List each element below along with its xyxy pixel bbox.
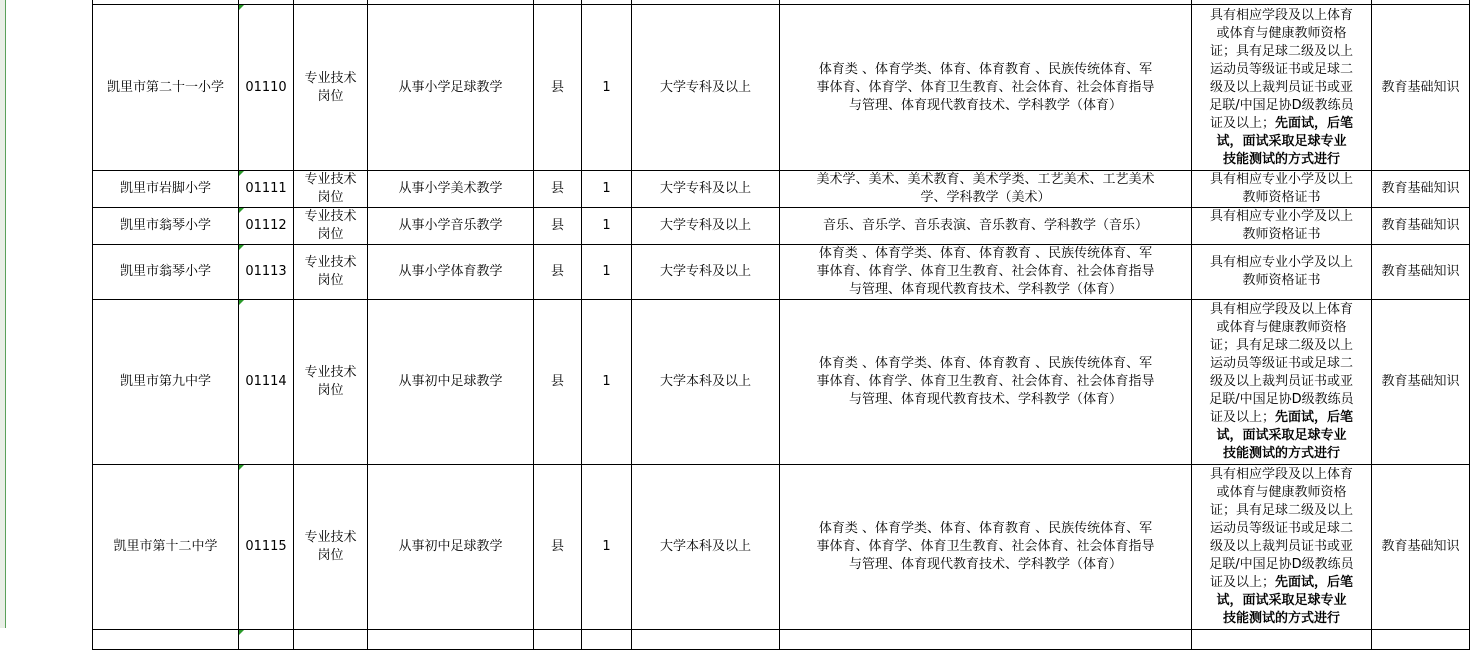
table-row — [93, 5, 1470, 171]
table-row-partial-bottom — [93, 630, 1470, 650]
code-cell[interactable] — [239, 245, 294, 300]
major-line: 与管理、体育现代教育技术、学科教学（体育） — [848, 282, 1122, 297]
post-type-cell[interactable] — [294, 300, 368, 465]
duty-text: 从事小学美术教学 — [398, 181, 503, 196]
requirement-line-bold: 技能测试的方式进行 — [1222, 446, 1340, 461]
post-type-cell[interactable] — [294, 171, 368, 208]
table-row — [93, 300, 1470, 465]
exam-text: 教育基础知识 — [1381, 79, 1460, 95]
requirement-cell[interactable] — [1192, 5, 1372, 171]
table-row — [93, 465, 1470, 630]
school-name: 凯里市第九中学 — [119, 374, 211, 389]
post-type-line: 岗位 — [317, 273, 344, 288]
requirement-line: 证；具有足球二级及以上 — [1209, 338, 1353, 353]
duty-text: 从事初中足球教学 — [398, 374, 503, 389]
post-type-cell[interactable] — [294, 245, 368, 300]
partial-cell[interactable] — [1192, 630, 1372, 650]
requirement-line: 级及以上裁判员证书或亚 — [1209, 374, 1353, 389]
exam-cell[interactable] — [1372, 208, 1470, 245]
exam-text: 教育基础知识 — [1381, 264, 1460, 279]
requirement-line: 足联/中国足协D级教练员 — [1209, 392, 1354, 407]
education-text: 大学本科及以上 — [659, 539, 751, 554]
requirement-line-mixed — [1194, 409, 1369, 427]
post-code: 01111 — [245, 181, 287, 196]
exam-text: 教育基础知识 — [1381, 374, 1460, 389]
requirement-line: 或体育与健康教师资格 — [1216, 25, 1347, 41]
requirement-text-bold: 先面试，后笔 — [1275, 410, 1354, 425]
requirement-line: 运动员等级证书或足球二 — [1209, 521, 1353, 536]
post-type-line: 专业技术 — [304, 70, 357, 86]
post-type-line: 专业技术 — [304, 530, 357, 545]
school-cell[interactable] — [93, 208, 239, 245]
post-type-line: 岗位 — [317, 548, 344, 563]
requirement-line: 级及以上裁判员证书或亚 — [1209, 539, 1353, 554]
partial-cell[interactable] — [294, 630, 368, 650]
major-line: 音乐、音乐学、音乐表演、音乐教育、学科教学（音乐） — [822, 218, 1148, 233]
major-line: 事体育、体育学、体育卫生教育、社会体育、社会体育指导 — [816, 374, 1155, 389]
education-cell[interactable] — [632, 465, 780, 630]
requirement-text-bold: 先面试，后笔 — [1275, 115, 1354, 131]
requirement-line: 教师资格证书 — [1242, 273, 1321, 288]
partial-cell[interactable] — [239, 630, 294, 650]
table-row — [93, 245, 1470, 300]
requirement-line: 具有相应专业小学及以上 — [1209, 255, 1353, 270]
level-cell[interactable] — [534, 300, 582, 465]
major-cell[interactable] — [780, 465, 1192, 630]
level-text: 县 — [550, 181, 564, 196]
requirement-line-mixed — [1194, 115, 1369, 133]
education-text: 大学专科及以上 — [659, 264, 751, 279]
level-cell[interactable] — [534, 5, 582, 171]
major-cell[interactable] — [780, 5, 1192, 171]
requirement-line-bold: 技能测试的方式进行 — [1222, 151, 1340, 167]
requirement-cell[interactable] — [1192, 300, 1372, 465]
count-cell[interactable] — [582, 208, 632, 245]
count-cell[interactable] — [582, 300, 632, 465]
education-cell[interactable] — [632, 5, 780, 171]
major-cell[interactable] — [780, 245, 1192, 300]
requirement-line: 教师资格证书 — [1242, 190, 1321, 205]
duty-cell[interactable] — [368, 300, 534, 465]
exam-cell[interactable] — [1372, 465, 1470, 630]
requirement-line: 具有相应专业小学及以上 — [1209, 172, 1353, 187]
duty-cell[interactable] — [368, 5, 534, 171]
count-cell[interactable] — [582, 5, 632, 171]
major-line: 体育类 、体育学类、体育、体育教育 、民族传统体育、军 — [818, 521, 1153, 536]
requirement-line: 证；具有足球二级及以上 — [1209, 43, 1353, 59]
education-cell[interactable] — [632, 300, 780, 465]
school-name: 凯里市第二十一小学 — [106, 79, 224, 95]
partial-cell[interactable] — [780, 630, 1192, 650]
duty-cell[interactable] — [368, 465, 534, 630]
level-text: 县 — [550, 264, 564, 279]
code-cell[interactable] — [239, 300, 294, 465]
exam-text: 教育基础知识 — [1381, 218, 1460, 233]
requirement-line-bold: 试，面试采取足球专业 — [1216, 133, 1347, 149]
code-cell[interactable] — [239, 5, 294, 171]
school-cell[interactable] — [93, 465, 239, 630]
requirement-line: 足联/中国足协D级教练员 — [1209, 97, 1354, 113]
education-text: 大学本科及以上 — [659, 374, 751, 389]
comment-marker-icon — [239, 300, 244, 305]
duty-cell[interactable] — [368, 208, 534, 245]
level-cell[interactable] — [534, 208, 582, 245]
count-text: 1 — [602, 264, 611, 279]
requirement-text: 证及以上； — [1209, 410, 1275, 425]
level-cell[interactable] — [534, 465, 582, 630]
requirement-line-bold: 试，面试采取足球专业 — [1216, 593, 1347, 608]
major-cell[interactable] — [780, 171, 1192, 208]
requirement-line: 具有相应学段及以上体育 — [1209, 467, 1353, 482]
school-name: 凯里市岩脚小学 — [119, 181, 211, 196]
comment-marker-icon — [239, 171, 244, 176]
requirement-line: 具有相应专业小学及以上 — [1209, 209, 1353, 224]
recruitment-table — [92, 0, 1470, 650]
recruitment-table-wrapper — [92, 0, 1470, 650]
post-type-line: 专业技术 — [304, 255, 357, 270]
requirement-cell[interactable] — [1192, 465, 1372, 630]
duty-text: 从事小学音乐教学 — [398, 218, 503, 233]
post-type-line: 岗位 — [317, 190, 344, 205]
requirement-cell[interactable] — [1192, 208, 1372, 245]
education-text: 大学专科及以上 — [659, 79, 751, 95]
partial-cell[interactable] — [1372, 630, 1470, 650]
table-row — [93, 208, 1470, 245]
count-text: 1 — [602, 539, 611, 554]
level-text: 县 — [550, 79, 564, 95]
post-type-line: 岗位 — [317, 383, 344, 398]
table-row — [93, 171, 1470, 208]
exam-cell[interactable] — [1372, 300, 1470, 465]
major-cell[interactable] — [780, 208, 1192, 245]
level-cell[interactable] — [534, 245, 582, 300]
partial-cell[interactable] — [368, 630, 534, 650]
partial-cell[interactable] — [534, 630, 582, 650]
requirement-line: 足联/中国足协D级教练员 — [1209, 557, 1354, 572]
requirement-line: 运动员等级证书或足球二 — [1209, 356, 1353, 371]
partial-cell[interactable] — [632, 630, 780, 650]
comment-marker-icon — [239, 245, 244, 250]
count-text: 1 — [602, 218, 611, 233]
major-line: 学、学科教学（美术） — [920, 190, 1051, 205]
comment-marker-icon — [239, 5, 244, 10]
count-text: 1 — [602, 181, 611, 196]
school-cell[interactable] — [93, 171, 239, 208]
post-code: 01110 — [245, 79, 287, 95]
code-cell[interactable] — [239, 465, 294, 630]
major-line: 与管理、体育现代教育技术、学科教学（体育） — [848, 97, 1122, 113]
requirement-line-bold: 技能测试的方式进行 — [1222, 611, 1340, 626]
post-type-cell[interactable] — [294, 5, 368, 171]
school-name: 凯里市翁琴小学 — [119, 218, 211, 233]
exam-text: 教育基础知识 — [1381, 181, 1460, 196]
education-cell[interactable] — [632, 245, 780, 300]
code-cell[interactable] — [239, 208, 294, 245]
major-line: 美术学、美术、美术教育、美术学类、工艺美术、工艺美术 — [816, 172, 1155, 187]
school-name: 凯里市翁琴小学 — [119, 264, 211, 279]
post-type-line: 岗位 — [317, 88, 344, 104]
exam-cell[interactable] — [1372, 245, 1470, 300]
requirement-line: 或体育与健康教师资格 — [1216, 320, 1347, 335]
count-text: 1 — [602, 374, 611, 389]
comment-marker-icon — [239, 465, 244, 470]
duty-text: 从事初中足球教学 — [398, 539, 503, 554]
sheet-row-header-border — [5, 0, 6, 628]
requirement-cell[interactable] — [1192, 245, 1372, 300]
requirement-text-bold: 先面试，后笔 — [1275, 575, 1354, 590]
duty-cell[interactable] — [368, 245, 534, 300]
level-cell[interactable] — [534, 171, 582, 208]
duty-cell[interactable] — [368, 171, 534, 208]
post-code: 01114 — [245, 374, 287, 389]
requirement-text: 证及以上； — [1209, 115, 1275, 131]
education-text: 大学专科及以上 — [659, 218, 751, 233]
school-name: 凯里市第十二中学 — [113, 539, 218, 554]
major-cell[interactable] — [780, 300, 1192, 465]
school-cell[interactable] — [93, 300, 239, 465]
education-cell[interactable] — [632, 208, 780, 245]
post-code: 01112 — [245, 218, 287, 233]
partial-cell[interactable] — [93, 630, 239, 650]
count-cell[interactable] — [582, 171, 632, 208]
post-type-line: 专业技术 — [304, 209, 357, 224]
requirement-line: 具有相应学段及以上体育 — [1209, 302, 1353, 317]
exam-cell[interactable] — [1372, 171, 1470, 208]
major-line: 事体育、体育学、体育卫生教育、社会体育、社会体育指导 — [816, 264, 1155, 279]
major-line: 事体育、体育学、体育卫生教育、社会体育、社会体育指导 — [816, 539, 1155, 554]
code-cell[interactable] — [239, 171, 294, 208]
partial-cell[interactable] — [582, 630, 632, 650]
requirement-text: 证及以上； — [1209, 575, 1275, 590]
education-cell[interactable] — [632, 171, 780, 208]
post-code: 01115 — [245, 539, 287, 554]
major-line: 体育类 、体育学类、体育、体育教育 、民族传统体育、军 — [818, 61, 1153, 77]
school-cell[interactable] — [93, 5, 239, 171]
major-line: 与管理、体育现代教育技术、学科教学（体育） — [848, 557, 1122, 572]
comment-marker-icon — [239, 630, 244, 635]
requirement-line-bold: 试，面试采取足球专业 — [1216, 428, 1347, 443]
requirement-line: 或体育与健康教师资格 — [1216, 485, 1347, 500]
major-line: 体育类 、体育学类、体育、体育教育 、民族传统体育、军 — [818, 246, 1153, 261]
duty-text: 从事小学足球教学 — [398, 79, 503, 95]
requirement-line: 级及以上裁判员证书或亚 — [1209, 79, 1353, 95]
exam-cell[interactable] — [1372, 5, 1470, 171]
requirement-line: 证；具有足球二级及以上 — [1209, 503, 1353, 518]
post-type-cell[interactable] — [294, 465, 368, 630]
requirement-cell[interactable] — [1192, 171, 1372, 208]
post-type-cell[interactable] — [294, 208, 368, 245]
level-text: 县 — [550, 539, 564, 554]
post-type-line: 专业技术 — [304, 365, 357, 380]
school-cell[interactable] — [93, 245, 239, 300]
post-type-line: 岗位 — [317, 227, 344, 242]
major-line: 与管理、体育现代教育技术、学科教学（体育） — [848, 392, 1122, 407]
major-line: 事体育、体育学、体育卫生教育、社会体育、社会体育指导 — [816, 79, 1155, 95]
post-code: 01113 — [245, 264, 287, 279]
level-text: 县 — [550, 374, 564, 389]
count-text: 1 — [602, 79, 611, 95]
post-type-line: 专业技术 — [304, 172, 357, 187]
requirement-line-mixed — [1194, 574, 1369, 592]
requirement-line: 运动员等级证书或足球二 — [1209, 61, 1353, 77]
duty-text: 从事小学体育教学 — [398, 264, 503, 279]
count-cell[interactable] — [582, 465, 632, 630]
count-cell[interactable] — [582, 245, 632, 300]
level-text: 县 — [550, 218, 564, 233]
requirement-line: 具有相应学段及以上体育 — [1209, 7, 1353, 23]
requirement-line: 教师资格证书 — [1242, 227, 1321, 242]
major-line: 体育类 、体育学类、体育、体育教育 、民族传统体育、军 — [818, 356, 1153, 371]
comment-marker-icon — [239, 208, 244, 213]
exam-text: 教育基础知识 — [1381, 539, 1460, 554]
education-text: 大学专科及以上 — [659, 181, 751, 196]
